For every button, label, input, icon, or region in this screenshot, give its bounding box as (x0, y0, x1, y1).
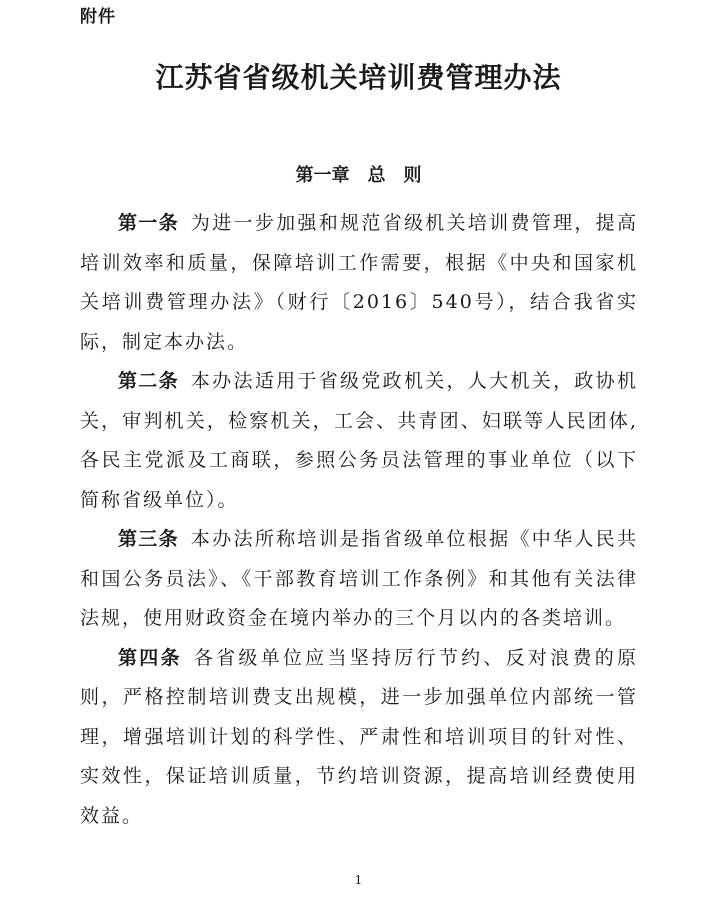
article-label: 第四条 (118, 646, 182, 669)
page-number: 1 (354, 873, 363, 887)
article-text: 本办法所称培训是指省级单位根据《中华人民共和国公务员法》、《干部教育培训工作条例》和其他有关法律法规，使用财政资金在境内举办的三个月以内的各类培训。 (80, 528, 638, 629)
article-paragraph (80, 639, 638, 837)
article-text: 为进一步加强和规范省级机关培训费管理，提高培训效率和质量，保障培训工作需要，根据《中央和国家机关培训费管理办法》（财行〔2016〕540号），结合我省实际，制定本办法。 (80, 212, 638, 353)
document-title: 江苏省省级机关培训费管理办法 (155, 61, 562, 94)
article-label: 第一条 (118, 212, 179, 234)
chapter-heading: 第一章 总 则 (295, 165, 422, 186)
article-paragraph (80, 520, 638, 639)
article-paragraph (80, 362, 638, 520)
attachment-label: 附件 (80, 7, 116, 27)
article-text: 本办法适用于省级党政机关，人大机关，政协机关，审判机关，检察机关，工会、共青团、妇联等人民团体,各民主党派及工商联，参照公务员法管理的事业单位（以下简称省级单位）。 (80, 370, 638, 511)
document-body (80, 204, 638, 836)
article-label: 第二条 (118, 370, 179, 392)
article-label: 第三条 (118, 528, 179, 550)
article-paragraph (80, 204, 638, 362)
article-text: 各省级单位应当坚持厉行节约、反对浪费的原则，严格控制培训费支出规模，进一步加强单位内部统一管理，增强培训计划的科学性、严肃性和培训项目的针对性、实效性，保证培训质量，节约培训资源，提高培训经费使用效益。 (80, 646, 638, 827)
